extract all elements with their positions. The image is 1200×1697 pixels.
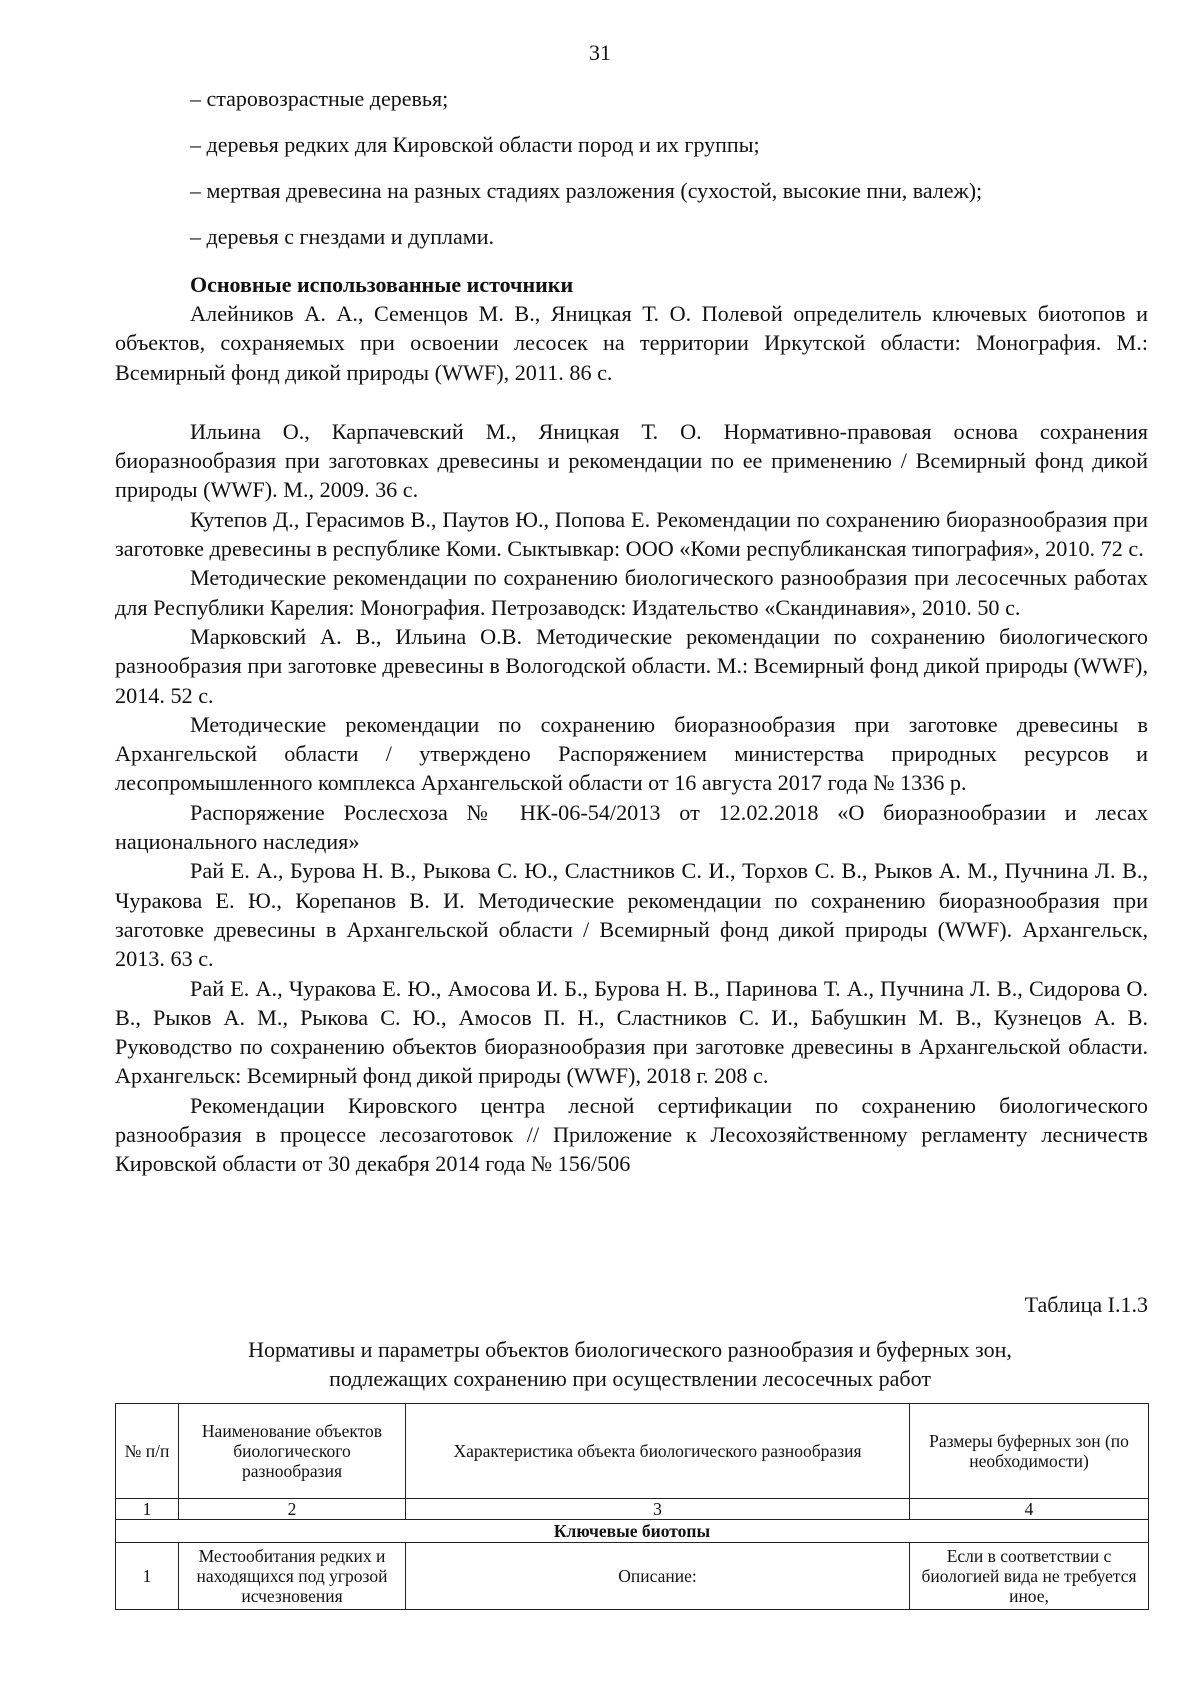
header-cell-buffer-size: Размеры буферных зон (по необходимости) [910,1404,1149,1499]
reference-item: Рекомендации Кировского центра лесной сертификации по сохранению биологического разнообразия в процессе лесозаготовок // Приложение к Лесохозяйственному регламенту лесничеств Кировской области от 30 декабря 2014 года № 156/506 [115,1092,1148,1177]
table-number: Таблица I.1.3 [1024,1292,1148,1317]
row-characteristic-cell: Описание: [406,1543,910,1610]
tree-bullet-list [190,84,1150,268]
column-number-cell: 1 [116,1499,179,1520]
sources-heading: Основные использованные источники [190,272,574,297]
reference-item: Методические рекомендации по сохранению биологического разнообразия при лесосечных работах для Республики Карелия: Монография. Петрозаводск: Издательство «Скандинавия», 2010. 50 с. [115,565,1148,620]
header-cell-characteristic: Характеристика объекта биологического разнообразия [406,1404,910,1499]
row-number-cell: 1 [116,1543,179,1610]
row-name-cell: Местообитания редких и находящихся под угрозой исчезновения [179,1543,406,1610]
column-number-cell: 4 [910,1499,1149,1520]
header-cell-object-name: Наименование объектов биологического разнообразия [179,1404,406,1499]
table-title [115,1335,1145,1393]
reference-item: Методические рекомендации по сохранению биоразнообразия при заготовке древесины в Архангельской области / утверждено Распоряжением министерства природных ресурсов и лесопромышленного комплекса Архангельской области от 16 августа 2017 года № 1336 р. [115,711,1148,796]
table-header-row [116,1404,1149,1499]
reference-list [115,299,1148,1179]
table-title-line: подлежащих сохранению при осуществлении лесосечных работ [329,1366,931,1391]
header-cell-number: № п/п [116,1404,179,1499]
bullet-item: – старовозрастные деревья; [190,86,449,111]
table-row [116,1543,1149,1610]
section-title: Ключевые биотопы [116,1520,1149,1543]
page-number: 31 [589,40,611,65]
reference-item: Рай Е. А., Бурова Н. В., Рыкова С. Ю., Сластников С. И., Торхов С. В., Рыков А. М., Пучнина Л. В., Чуракова Е. Ю., Корепанов В. И. Методические рекомендации по сохранению биоразнообразия при заготовке древесины в Архангельской области / Всемирный фонд дикой природы (WWF). Архангельск, 2013. 63 с. [115,858,1148,972]
bullet-item: – деревья с гнездами и дуплами. [190,224,494,249]
row-buffer-cell: Если в соответствии с биологией вида не требуется иное, [910,1543,1149,1610]
norms-table [115,1403,1149,1610]
column-number-row [116,1499,1149,1520]
reference-item: Рай Е. А., Чуракова Е. Ю., Амосова И. Б., Бурова Н. В., Паринова Т. А., Пучнина Л. В., Сидорова О. В., Рыков А. М., Рыкова С. Ю., Амосов П. Н., Сластников С. И., Бабушкин М. В., Кузнецов А. В. Руководство по сохранению объектов биоразнообразия при заготовке древесины в Архангельской области. Архангельск: Всемирный фонд дикой природы (WWF), 2018 г. 208 с. [115,975,1148,1089]
reference-item: Распоряжение Рослесхоза № НК-06-54/2013 от 12.02.2018 «О биоразнообразии и лесах национального наследия» [115,799,1148,855]
reference-item: Алейников А. А., Семенцов М. В., Яницкая Т. О. Полевой определитель ключевых биотопов и объектов, сохраняемых при освоении лесосек на территории Иркутской области: Монография. М.: Всемирный фонд дикой природы (WWF), 2011. 86 с. [115,301,1148,385]
table-title-line: Нормативы и параметры объектов биологического разнообразия и буферных зон, [248,1337,1012,1362]
bullet-item: – мертвая древесина на разных стадиях разложения (сухостой, высокие пни, валеж); [190,178,983,203]
column-number-cell: 2 [179,1499,406,1520]
bullet-item: – деревья редких для Кировской области пород и их группы; [190,132,760,157]
reference-item: Марковский А. В., Ильина О.В. Методические рекомендации по сохранению биологического разнообразия при заготовке древесины в Вологодской области. М.: Всемирный фонд дикой природы (WWF), 2014. 52 с. [115,623,1148,708]
reference-item: Ильина О., Карпачевский М., Яницкая Т. О. Нормативно-правовая основа сохранения биоразнообразия при заготовках древесины и рекомендации по ее применению / Всемирный фонд дикой природы (WWF). М., 2009. 36 с. [115,418,1148,503]
section-row [116,1520,1149,1543]
reference-item: Кутепов Д., Герасимов В., Паутов Ю., Попова Е. Рекомендации по сохранению биоразнообразия при заготовке древесины в республике Коми. Сыктывкар: ООО «Коми республиканская типография», 2010. 72 с. [115,506,1148,562]
column-number-cell: 3 [406,1499,910,1520]
